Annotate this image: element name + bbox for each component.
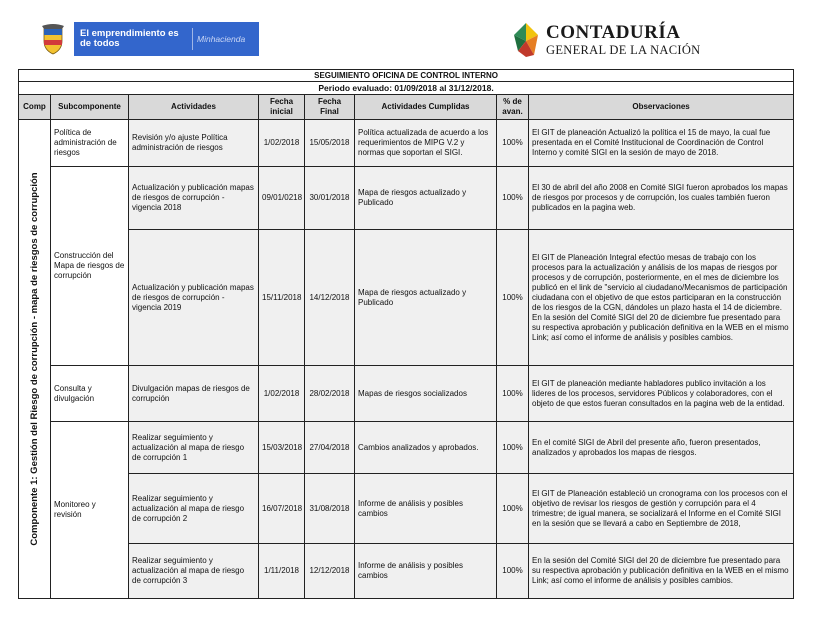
activity-cell: Revisión y/o ajuste Política administración de riesgos [129, 120, 259, 167]
observation-cell: El GIT de Planeación Integral efectúo mesas de trabajo con los procesos para la actualización y análisis de los mapas de riesgos por procesos y de corrupción, posteriormente, en el mes de diciembre los publicó en el link de "servicio al ciudadano/Mecanismos de participación ciudadana con el objetivo de que estos participaran en la construcción de los riesgos de la CGN, dándoles un plazo hasta el 14 de diciembre. En la sesión del Comité SIGI del 20 de diciembre fue presentado para su respectiva aprobación y publicación definitiva en la WEB en el mismo Link; así como el informe de análisis y posibles cambios. [529, 230, 794, 366]
page-header [0, 0, 825, 66]
end-date-cell: 31/08/2018 [305, 474, 355, 544]
header-comp: Comp [19, 95, 51, 120]
progress-cell: 100% [497, 422, 529, 474]
observation-cell: En el comité SIGI de Abril del presente año, fueron presentados, analizados y aprobados los mapas de riesgos. [529, 422, 794, 474]
table-row [19, 544, 794, 599]
progress-cell: 100% [497, 474, 529, 544]
org-name-line-1: CONTADURÍA [546, 22, 681, 44]
header-actividades: Actividades [129, 95, 259, 120]
observation-cell: En la sesión del Comité SIGI del 20 de diciembre fue presentado para su respectiva aprobación y publicación definitiva en la WEB en el mismo Link; así como el informe de análisis y posibles cambios. [529, 544, 794, 599]
progress-cell: 100% [497, 230, 529, 366]
activity-cell: Realizar seguimiento y actualización al mapa de riesgo de corrupción 1 [129, 422, 259, 474]
start-date-cell: 1/02/2018 [259, 366, 305, 422]
header-fecha-inicial: Fecha inicial [259, 95, 305, 120]
progress-cell: 100% [497, 167, 529, 230]
subcomponent-cell: Consulta y divulgación [51, 366, 129, 422]
activity-cell: Actualización y publicación mapas de riesgos de corrupción - vigencia 2018 [129, 167, 259, 230]
subcomponent-cell: Construcción del Mapa de riesgos de corrupción [51, 167, 129, 366]
activity-cell: Realizar seguimiento y actualización al mapa de riesgo de corrupción 2 [129, 474, 259, 544]
table-row [19, 474, 794, 544]
completed-cell: Mapa de riesgos actualizado y Publicado [355, 167, 497, 230]
colombia-coat-of-arms-icon [40, 23, 66, 55]
observation-cell: El GIT de Planeación estableció un cronograma con los procesos con el objetivo de revisar los riesgos de gestión y corrupción para el 4 trimestre; de igual manera, se socializará el Informe en el Comité SIGI en la sesión que se llevará a cabo en Septiembre de 2018, [529, 474, 794, 544]
government-banner [74, 22, 259, 56]
completed-cell: Mapas de riesgos socializados [355, 366, 497, 422]
table-row [19, 120, 794, 167]
end-date-cell: 12/12/2018 [305, 544, 355, 599]
completed-cell: Informe de análisis y posibles cambios [355, 474, 497, 544]
end-date-cell: 14/12/2018 [305, 230, 355, 366]
start-date-cell: 15/03/2018 [259, 422, 305, 474]
activity-cell: Realizar seguimiento y actualización al mapa de riesgo de corrupción 3 [129, 544, 259, 599]
progress-cell: 100% [497, 366, 529, 422]
activity-cell: Divulgación mapas de riesgos de corrupción [129, 366, 259, 422]
header-subcomponente: Subcomponente [51, 95, 129, 120]
end-date-cell: 28/02/2018 [305, 366, 355, 422]
end-date-cell: 27/04/2018 [305, 422, 355, 474]
table-title: SEGUIMIENTO OFICINA DE CONTROL INTERNO [19, 70, 794, 82]
end-date-cell: 30/01/2018 [305, 167, 355, 230]
progress-cell: 100% [497, 120, 529, 167]
header-cumplidas: Actividades Cumplidas [355, 95, 497, 120]
observation-cell: El GIT de planeación Actualizó la política el 15 de mayo, la cual fue presentada en el Comité Institucional de Coordinación de Control Interno y comité SIGI en la sesión de mayo de 2018. [529, 120, 794, 167]
component-cell [19, 120, 51, 599]
end-date-cell: 15/05/2018 [305, 120, 355, 167]
start-date-cell: 1/11/2018 [259, 544, 305, 599]
cgn-emblem-icon [512, 21, 540, 59]
start-date-cell: 1/02/2018 [259, 120, 305, 167]
table-row [19, 230, 794, 366]
start-date-cell: 09/01/0218 [259, 167, 305, 230]
observation-cell: El 30 de abril del año 2008 en Comité SIGI fueron aprobados los mapas de riesgos por procesos y de corrupción, los cuales también fueron publicados en la pagina web. [529, 167, 794, 230]
completed-cell: Informe de análisis y posibles cambios [355, 544, 497, 599]
evaluation-period: Periodo evaluado: 01/09/2018 al 31/12/2018. [19, 82, 794, 95]
table-row [19, 366, 794, 422]
completed-cell: Mapa de riesgos actualizado y Publicado [355, 230, 497, 366]
table-row [19, 422, 794, 474]
observation-cell: El GIT de planeación mediante habladores publico invitación a los lideres de los procesos, servidores Públicos y colaboradores, con el objeto de que estos fueran consultados en la pagina web de la entidad. [529, 366, 794, 422]
activity-cell: Actualización y publicación mapas de riesgos de corrupción - vigencia 2019 [129, 230, 259, 366]
government-logo [40, 22, 259, 56]
government-slogan: El emprendimiento es de todos [80, 28, 179, 49]
org-name-line-2: GENERAL DE LA NACIÓN [546, 43, 701, 58]
tracking-table [18, 69, 794, 599]
ministry-name: Minhacienda [197, 34, 246, 44]
cgn-logo [512, 20, 700, 60]
start-date-cell: 16/07/2018 [259, 474, 305, 544]
completed-cell: Cambios analizados y aprobados. [355, 422, 497, 474]
header-fecha-final: Fecha Final [305, 95, 355, 120]
completed-cell: Política actualizada de acuerdo a los requerimientos de MIPG V.2 y normas que soportan el SIGI. [355, 120, 497, 167]
header-observaciones: Observaciones [529, 95, 794, 120]
header-avance: % de avan. [497, 95, 529, 120]
start-date-cell: 15/11/2018 [259, 230, 305, 366]
progress-cell: 100% [497, 544, 529, 599]
subcomponent-cell: Política de administración de riesgos [51, 120, 129, 167]
component-label: Componente 1: Gestión del Riesgo de corrupción - mapa de riesgos de corrupción [28, 172, 40, 546]
banner-divider [192, 28, 193, 50]
table-row [19, 167, 794, 230]
subcomponent-cell: Monitoreo y revisión [51, 422, 129, 599]
